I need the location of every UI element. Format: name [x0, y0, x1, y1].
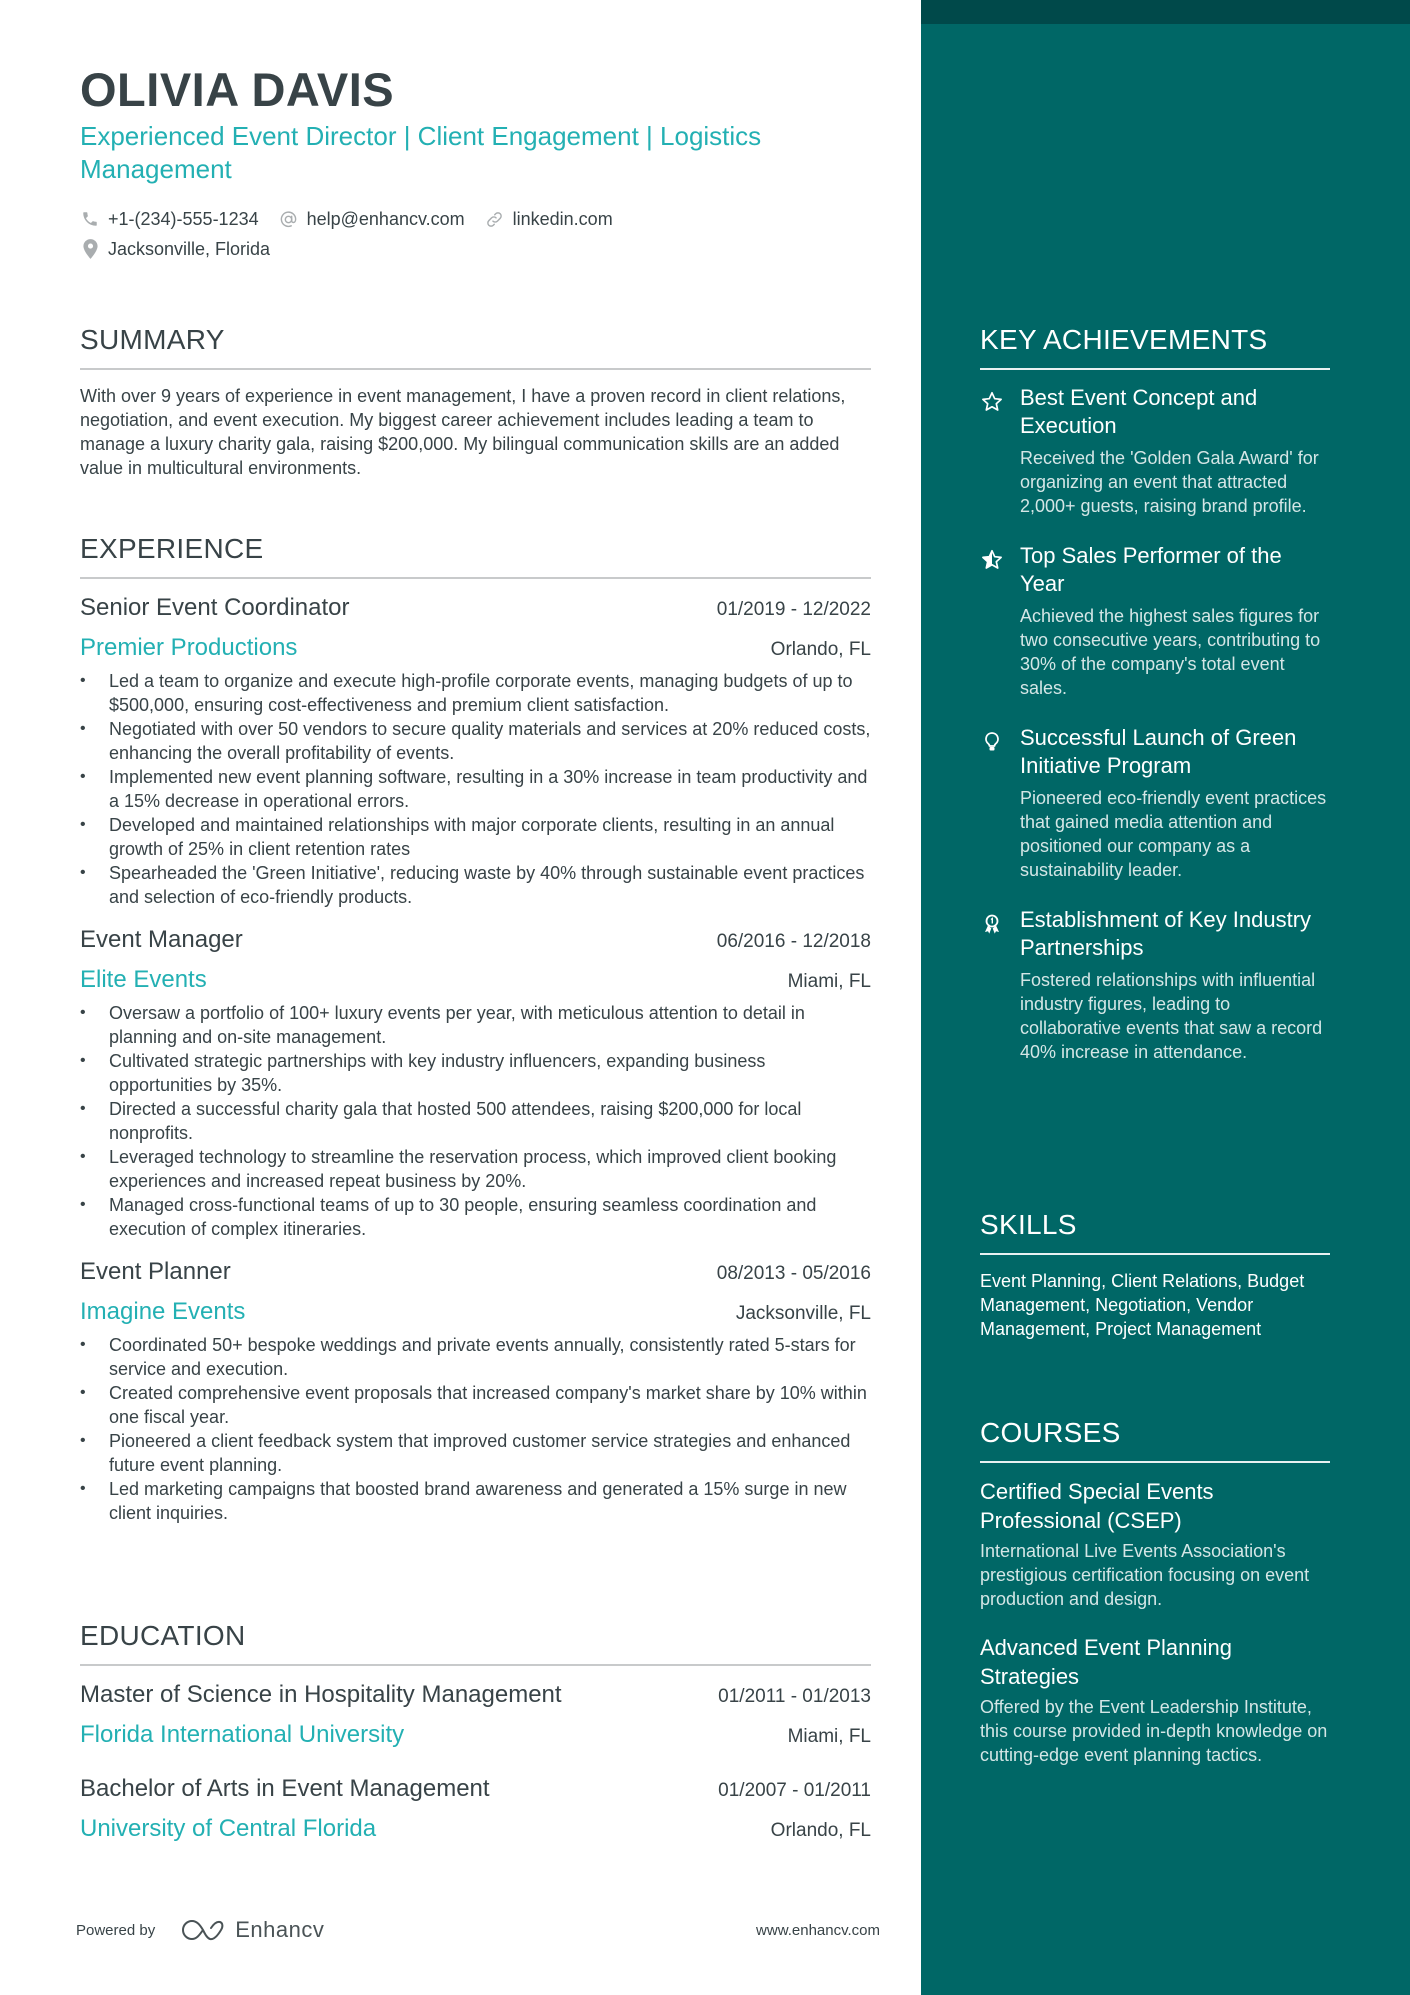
job-company: Imagine Events — [80, 1298, 246, 1325]
skills-list: Event Planning, Client Relations, Budget Management, Negotiation, Vendor Management, Project Management — [980, 1271, 1305, 1339]
contact-info — [80, 204, 880, 264]
achievement-item — [980, 542, 1330, 700]
at-icon — [279, 209, 299, 229]
section-title: SKILLS — [980, 1209, 1077, 1240]
powered-by-label: Powered by — [76, 1921, 156, 1939]
bullet-item: • Spearheaded the 'Green Initiative', reducing waste by 40% through sustainable event practices and selection of eco-friendly products. — [80, 861, 871, 909]
sidebar-top-strip — [921, 0, 1410, 24]
school: Florida International University — [80, 1721, 405, 1748]
job-company: Elite Events — [80, 966, 207, 993]
achievement-description: Pioneered eco-friendly event practices that gained media attention and positioned our company as a sustainability leader. — [1020, 788, 1327, 880]
job-title: Event Planner — [80, 1258, 231, 1285]
achievements-section — [980, 322, 1330, 1064]
education-dates: 01/2007 - 01/2011 — [718, 1780, 871, 1801]
enhancv-logo-icon — [181, 1917, 227, 1943]
job-location: Miami, FL — [787, 971, 871, 992]
courses-section — [980, 1415, 1330, 1767]
candidate-name: OLIVIA DAVIS — [80, 63, 395, 116]
job-title: Senior Event Coordinator — [80, 594, 350, 621]
education-entry — [80, 1678, 871, 1752]
job-entry — [80, 923, 871, 1241]
education-dates: 01/2011 - 01/2013 — [718, 1686, 871, 1707]
education-section — [80, 1618, 871, 1846]
summary-text: With over 9 years of experience in event management, I have a proven record in client relations, negotiation, and event execution. My biggest career achievement includes leading a team to manage a luxury charity gala, raising $200,000. My bilingual communication skills are an added value in multicultural environments. — [80, 386, 846, 478]
powered-by — [76, 1917, 324, 1943]
contact-location — [80, 239, 270, 260]
section-title: SUMMARY — [80, 324, 225, 355]
achievement-title: Best Event Concept and Execution — [1020, 385, 1258, 438]
bullet-item: • Pioneered a client feedback system that improved customer service strategies and enhanced future event planning. — [80, 1429, 871, 1477]
section-divider — [80, 1664, 871, 1666]
star-outline-icon — [980, 384, 1020, 518]
phone-number: +1-(234)-555-1234 — [108, 208, 259, 229]
job-bullets — [80, 1333, 871, 1525]
section-divider — [980, 368, 1330, 370]
bullet-item: • Managed cross-functional teams of up to 30 people, ensuring seamless coordination and execution of complex itineraries. — [80, 1193, 871, 1241]
course-description: International Live Events Association's prestigious certification focusing on event production and design. — [980, 1541, 1310, 1609]
job-dates: 01/2019 - 12/2022 — [716, 599, 871, 620]
achievement-description: Received the 'Golden Gala Award' for organizing an event that attracted 2,000+ guests, raising brand profile. — [1020, 448, 1319, 516]
bullet-item: • Led a team to organize and execute high-profile corporate events, managing budgets of up to $500,000, ensuring cost-effectiveness and premium client satisfaction. — [80, 669, 871, 717]
enhancv-logo[interactable] — [181, 1917, 324, 1943]
achievement-title: Successful Launch of Green Initiative Program — [1020, 725, 1297, 778]
candidate-headline: Experienced Event Director | Client Engagement | Logistics Management — [80, 121, 762, 184]
phone-icon — [80, 209, 100, 229]
job-dates: 06/2016 - 12/2018 — [716, 931, 871, 952]
star-half-icon — [980, 542, 1020, 700]
skills-section — [980, 1207, 1330, 1341]
bullet-item: • Leveraged technology to streamline the reservation process, which improved client booking experiences and increased repeat business by 20%. — [80, 1145, 871, 1193]
education-location: Orlando, FL — [770, 1820, 871, 1841]
section-title: EDUCATION — [80, 1620, 246, 1651]
achievement-description: Fostered relationships with influential industry figures, leading to collaborative events that saw a record 40% increase in attendance. — [1020, 970, 1323, 1062]
experience-section — [80, 531, 871, 1525]
course-description: Offered by the Event Leadership Institute, this course provided in-depth knowledge on cutting-edge event planning tactics. — [980, 1697, 1328, 1765]
award-medal-icon — [980, 906, 1020, 1064]
bullet-item: • Negotiated with over 50 vendors to secure quality materials and services at 20% reduced costs, enhancing the overall profitability of events. — [80, 717, 871, 765]
achievement-title: Top Sales Performer of the Year — [1020, 543, 1282, 596]
bullet-item: • Implemented new event planning software, resulting in a 30% increase in team productivity and a 15% decrease in operational errors. — [80, 765, 871, 813]
link-icon — [485, 209, 505, 229]
job-bullets — [80, 1001, 871, 1241]
resume-header — [80, 62, 880, 264]
achievement-item — [980, 724, 1330, 882]
contact-email[interactable] — [279, 209, 465, 230]
bullet-item: • Created comprehensive event proposals that increased company's market share by 10% within one fiscal year. — [80, 1381, 871, 1429]
footer — [76, 1915, 880, 1945]
course-item — [980, 1633, 1330, 1767]
location-text: Jacksonville, Florida — [108, 238, 271, 259]
bullet-item: • Developed and maintained relationships with major corporate clients, resulting in an annual growth of 25% in client retention rates — [80, 813, 871, 861]
summary-section — [80, 322, 871, 480]
section-title: KEY ACHIEVEMENTS — [980, 324, 1268, 355]
section-title: EXPERIENCE — [80, 533, 264, 564]
course-title: Certified Special Events Professional (CSEP) — [980, 1479, 1214, 1533]
brand-name: Enhancv — [235, 1917, 325, 1942]
job-title: Event Manager — [80, 926, 243, 953]
job-entry — [80, 591, 871, 909]
email-address[interactable]: help@enhancv.com — [306, 208, 465, 229]
education-entry — [80, 1772, 871, 1846]
section-divider — [980, 1253, 1330, 1255]
job-location: Orlando, FL — [770, 639, 871, 660]
school: University of Central Florida — [80, 1815, 377, 1842]
section-divider — [80, 368, 871, 370]
job-location: Jacksonville, FL — [735, 1303, 871, 1324]
job-company: Premier Productions — [80, 634, 298, 661]
achievement-item — [980, 384, 1330, 518]
section-title: COURSES — [980, 1417, 1121, 1448]
bullet-item: • Cultivated strategic partnerships with key industry influencers, expanding business opportunities by 35%. — [80, 1049, 871, 1097]
degree: Bachelor of Arts in Event Management — [80, 1775, 490, 1802]
contact-phone — [80, 209, 259, 230]
lightbulb-icon — [980, 724, 1020, 882]
education-location: Miami, FL — [787, 1726, 871, 1747]
course-item — [980, 1477, 1330, 1611]
section-divider — [980, 1461, 1330, 1463]
linkedin-link[interactable]: linkedin.com — [512, 208, 613, 229]
bullet-item: • Directed a successful charity gala that hosted 500 attendees, raising $200,000 for local nonprofits. — [80, 1097, 871, 1145]
contact-link[interactable] — [485, 209, 613, 230]
degree: Master of Science in Hospitality Management — [80, 1681, 562, 1708]
bullet-item: • Led marketing campaigns that boosted brand awareness and generated a 15% surge in new client inquiries. — [80, 1477, 871, 1525]
achievement-item — [980, 906, 1330, 1064]
bullet-item: • Oversaw a portfolio of 100+ luxury events per year, with meticulous attention to detail in planning and on-site management. — [80, 1001, 871, 1049]
bullet-item: • Coordinated 50+ bespoke weddings and private events annually, consistently rated 5-stars for service and execution. — [80, 1333, 871, 1381]
job-entry — [80, 1255, 871, 1525]
job-bullets — [80, 669, 871, 909]
course-title: Advanced Event Planning Strategies — [980, 1635, 1232, 1689]
achievement-title: Establishment of Key Industry Partnerships — [1020, 907, 1312, 960]
section-divider — [80, 577, 871, 579]
location-pin-icon — [80, 239, 100, 259]
achievement-description: Achieved the highest sales figures for two consecutive years, contributing to 30% of the company's total event sales. — [1020, 606, 1321, 698]
website-link[interactable]: www.enhancv.com — [756, 1921, 880, 1939]
job-dates: 08/2013 - 05/2016 — [716, 1263, 871, 1284]
